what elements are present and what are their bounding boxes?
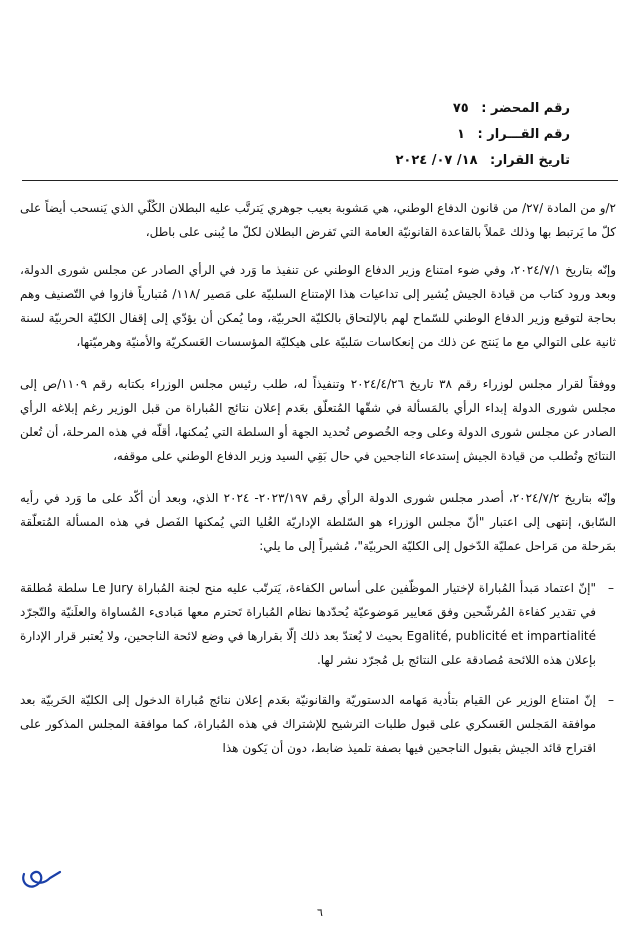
bullet-text-1: "إنّ اعتماد مَبدأ المُباراة لإختيار الموظّفين على أساس الكفاءة، يَترتّب عليه منح لجنة المُباراة Le Jury سلطة مُطلقة في تقدير كفاءة المُرشّحين وفق مَعايير مَوضوعيّة يُحدّدها نظام المُباراة تَحترم معها مَبادىء المُساواة والعلَنيّة والتّجرّد Egalité, publicité et impartialité بحيث لا يُعتدّ بعد ذلك إلّا بقرارها في وضع لائحة الناجحين، ولا يُعتبر قرار الإدارة بإعلان هذه اللائحة مُصادقة على النتائج بل مُجرّد نشر لها. [20, 581, 596, 667]
decision-number-value: ١ [457, 127, 465, 142]
opinion-bullet-list [20, 576, 616, 760]
minutes-number-value: ٧٥ [452, 101, 469, 116]
paragraph-2: وإنّه بتاريخ ٢٠٢٤/٧/١، وفي ضوء امتناع وزير الدفاع الوطني عن تنفيذ ما وَرد في الرأي الصادر عن مجلس شورى الدولة، وبعد ورود كتاب من قيادة الجيش يُشير إلى تداعيات هذا الإمتناع السلبيّة على مَصير /١١٨/ مُتبارياً فازوا في التّصنيف وهم بحاجة لتوقيع وزير الدفاع الوطني للسّماح لهم بالإلتحاق بالكليّة الحربيّة، وما يُمكن أن يؤدّي إلى إقفال الكليّة الحربيّة لسنة ثانية على التوالي مع ما يَنتج عن ذلك من إنعكاسات سَلبيّة على هيكليّة المؤسسات العَسكريّة والأمنيّة وهرميّتها، [20, 263, 617, 349]
decision-number-label: رقم القـــرار : [477, 127, 570, 142]
decision-date-label: تاريخ القرار: [490, 153, 570, 168]
paragraph-3: ووفقاً لقرار مجلس لوزراء رقم ٣٨ تاريخ ٢٠٢٤/٤/٢٦ وتنفيذاً له، طلب رئيس مجلس الوزراء بكتابه رقم ١١٠٩/ص إلى مجلس شورى الدولة إبداء الرأي بالمَسألة في شقّها المُتعلّق بعَدم إعلان نتائج المُباراة من قبل الوزير رغم إبلاغه الرأي الصادر عن مجلس شورى الدولة وعلى وجه الخُصوص تُحديد الجهة أو السلطة التي يُمكنها، أقلّه في هذه المرحلة، أن تُعلن النتائج وتُطلب من قيادة الجيش إستدعاء الناجحين في حال بَقِي السيد وزير الدفاع الوطني على موقفه، [20, 377, 616, 463]
paragraph-4: وإنّه بتاريخ ٢٠٢٤/٧/٢، أصدر مجلس شورى الدولة الرأي رقم ٢٠٢٣/١٩٧- ٢٠٢٤ الذي، وبعد أن أكّد على ما وَرد في رأيه السّابق، إنتهى إلى اعتبار "أنّ مجلس الوزراء هو السّلطة الإداريّة العُليا التي يُمكنها الفَصل في هذه المسألة المُتعلّقة بمَرحلة من مَراحل عمليّة الدّخول إلى الكليّة الحربيّة"، مُشيراً إلى ما يلي: [20, 491, 616, 553]
decision-number-row [250, 122, 570, 148]
decision-date-row [250, 148, 570, 174]
document-body [20, 196, 616, 776]
paragraph-1: ٢/و من المادة /٢٧/ من قانون الدفاع الوطني، هي مَشوبة بعيب جوهري يَترتَّب عليه البطلان الكُلّي الذي يَنسحب أيضاً على كلّ ما يَرتبط بها وذلك عَملاً بالقاعدة القانونيّة العامة التي تَفرض البطلان لكلّ ما يُبنى على باطل، [20, 201, 616, 239]
header-divider [22, 180, 618, 181]
bullet-dash: – [608, 693, 614, 707]
decision-date-value: ١٨/ ٠٧/ ٢٠٢٤ [395, 153, 478, 168]
list-item [20, 688, 616, 760]
bullet-dash: – [608, 581, 614, 595]
minutes-number-row [250, 96, 570, 122]
signature-mark [18, 858, 66, 898]
bullet-text-2: إنّ امتناع الوزير عن القيام بتأدية مَهامه الدستوريّة والقانونيّة بعَدم إعلان نتائج مُباراة الدخول إلى الكليّة الحَربيّة بعد موافقة المَجلس العَسكري على قبول طلبات الترشيح للإشتراك في هذه المُباراة، كما موافقة المجلس المذكور على اقتراح قائد الجيش بقبول الناجحين فيها بصفة تلميذ ضابط، دون أن يَكون هذا [20, 693, 596, 755]
document-header [250, 96, 570, 174]
page-number: ٦ [317, 906, 323, 919]
minutes-number-label: رقم المحضر : [481, 101, 570, 116]
list-item [20, 576, 616, 672]
